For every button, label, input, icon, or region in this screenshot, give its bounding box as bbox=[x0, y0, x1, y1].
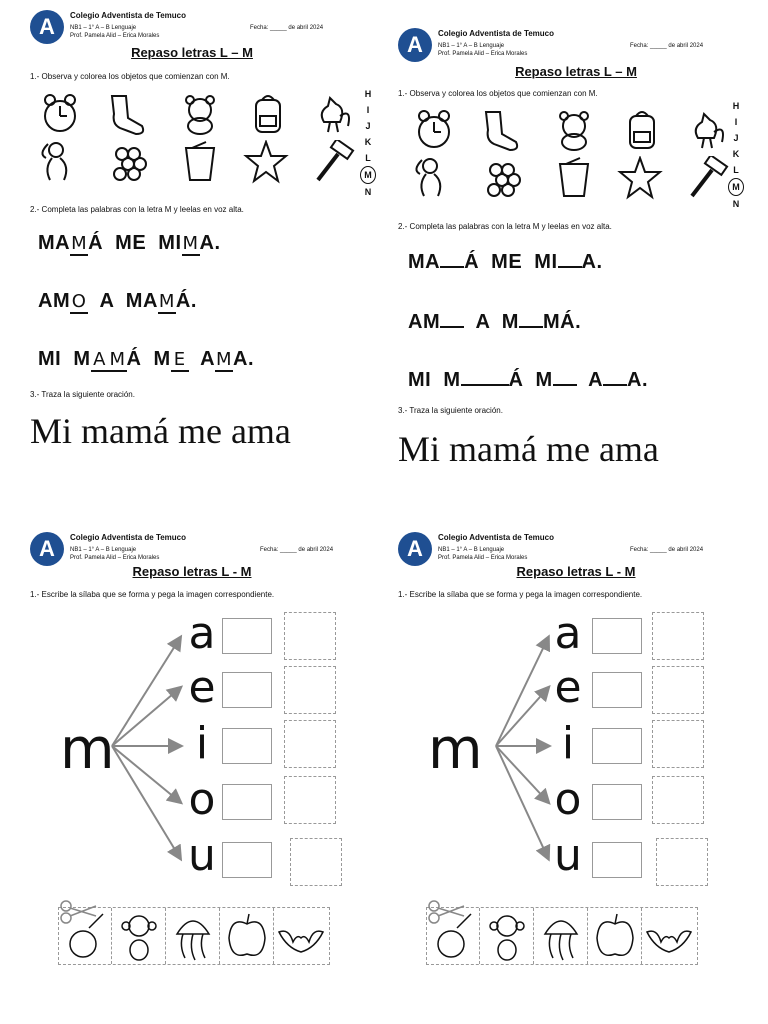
letter-h: H bbox=[732, 101, 740, 111]
starfish-icon bbox=[616, 156, 664, 200]
filled-blank: E bbox=[171, 349, 189, 372]
phrase-text: AM bbox=[38, 290, 71, 312]
pictures-grid bbox=[30, 88, 360, 188]
vowel-e: e bbox=[554, 662, 582, 713]
instruction-1: 1.- Escribe la sílaba que se forma y pega la imagen correspondiente. bbox=[398, 590, 643, 599]
syllable-box-mu[interactable] bbox=[222, 842, 272, 878]
consonant-m: m bbox=[60, 717, 115, 782]
filled-blank: M bbox=[182, 233, 199, 254]
teacher-label: Prof. Pamela Alid – Erica Morales bbox=[438, 555, 528, 561]
backpack-icon bbox=[618, 108, 666, 152]
jellyfish-icon[interactable] bbox=[167, 908, 220, 964]
phrase-text: Á M bbox=[508, 369, 553, 391]
phrase-text: A bbox=[576, 369, 604, 391]
syllable-box-mi[interactable] bbox=[222, 728, 272, 764]
instruction-1: 1.- Escribe la sílaba que se forma y pega la imagen correspondiente. bbox=[30, 590, 275, 599]
filled-blank: M bbox=[158, 291, 175, 312]
sock-icon bbox=[102, 92, 150, 136]
phrase-text: MÁ. bbox=[542, 311, 582, 333]
phrase-text: MI M bbox=[38, 348, 91, 370]
backpack-icon bbox=[244, 92, 292, 136]
syllable-box-mo[interactable] bbox=[222, 784, 272, 820]
phrase-text: A MA bbox=[88, 290, 158, 312]
school-name: Colegio Adventista de Temuco bbox=[70, 11, 187, 20]
syllable-box-mi[interactable] bbox=[592, 728, 642, 764]
worksheet-syllables-1 bbox=[0, 512, 384, 1024]
syllable-box-me[interactable] bbox=[222, 672, 272, 708]
phrase-text: Á M bbox=[126, 348, 171, 370]
phrase-text: Á ME MI bbox=[464, 251, 558, 273]
apple-icon[interactable] bbox=[589, 908, 642, 964]
letter-l: L bbox=[365, 153, 371, 163]
letter-n: N bbox=[732, 199, 740, 209]
letter-j: J bbox=[365, 121, 371, 131]
trace-sentence: Mi mamá me ama bbox=[398, 429, 659, 469]
date-field: Fecha: _____ de abril 2024 bbox=[630, 547, 704, 553]
letter-j: J bbox=[733, 133, 739, 143]
instruction-1: 1.- Observa y colorea los objetos que comienzan con M. bbox=[30, 72, 230, 81]
filled-blank: M bbox=[216, 349, 233, 370]
monkey-icon[interactable] bbox=[481, 908, 534, 964]
letter-k: K bbox=[364, 137, 372, 147]
phrase-text: MI M bbox=[408, 369, 461, 391]
worksheet-syllables-2 bbox=[384, 512, 768, 1024]
phrase-text: AM bbox=[408, 311, 441, 333]
instruction-2: 2.- Completa las palabras con la letra M y leelas en voz alta. bbox=[398, 222, 612, 231]
phrase-text: A. bbox=[233, 348, 255, 370]
worksheet-lm-filled bbox=[0, 0, 384, 512]
sock-icon bbox=[476, 108, 524, 152]
phrase-text: A. bbox=[199, 232, 221, 254]
letter-h: H bbox=[364, 89, 372, 99]
school-name: Colegio Adventista de Temuco bbox=[70, 533, 187, 542]
letter-i: I bbox=[734, 117, 738, 127]
syllable-box-me[interactable] bbox=[592, 672, 642, 708]
vowel-a: a bbox=[188, 608, 216, 659]
monkey-icon bbox=[36, 140, 84, 184]
teacher-label: Prof. Pamela Alid – Erica Morales bbox=[438, 51, 528, 57]
image-box-mi[interactable] bbox=[284, 720, 336, 768]
answer-blank[interactable] bbox=[519, 310, 543, 328]
letter-k: K bbox=[732, 149, 740, 159]
school-logo-icon: A bbox=[30, 532, 64, 566]
side-letters bbox=[728, 98, 744, 212]
phrase-line-2 bbox=[38, 290, 197, 314]
clock-icon bbox=[410, 108, 458, 152]
phrase-line-1 bbox=[408, 250, 603, 274]
syllable-box-ma[interactable] bbox=[222, 618, 272, 654]
page-title: Repaso letras L – M bbox=[131, 45, 253, 60]
grapes-icon bbox=[480, 156, 528, 200]
apple-icon[interactable] bbox=[221, 908, 274, 964]
page-title: Repaso letras L – M bbox=[515, 64, 637, 79]
teacher-label: Prof. Pamela Alid – Erica Morales bbox=[70, 555, 160, 561]
instruction-3: 3.- Traza la siguiente oración. bbox=[30, 390, 135, 399]
grapes-icon bbox=[106, 140, 154, 184]
image-box-mu[interactable] bbox=[656, 838, 708, 886]
vowel-u: u bbox=[188, 830, 216, 881]
image-box-me[interactable] bbox=[284, 666, 336, 714]
scissors-icon bbox=[58, 898, 100, 924]
teacher-label: Prof. Pamela Alid – Erica Morales bbox=[70, 33, 160, 39]
school-logo-icon: A bbox=[398, 532, 432, 566]
starfish-icon bbox=[242, 140, 290, 184]
clock-icon bbox=[36, 92, 84, 136]
bat-icon[interactable] bbox=[275, 908, 327, 964]
date-field: Fecha: _____ de abril 2024 bbox=[260, 547, 334, 553]
answer-blank[interactable] bbox=[461, 368, 485, 386]
date-field: Fecha: _____ de abril 2024 bbox=[630, 43, 704, 49]
course-label: NB1 – 1° A – B Lenguaje bbox=[438, 43, 505, 49]
phrase-line-3 bbox=[408, 368, 648, 392]
vowel-o: o bbox=[188, 774, 216, 825]
vowel-i: i bbox=[561, 718, 575, 769]
bucket-icon bbox=[176, 140, 224, 184]
answer-blank[interactable] bbox=[553, 368, 577, 386]
vowel-a: a bbox=[554, 608, 582, 659]
phrase-text: Á. bbox=[175, 290, 197, 312]
phrase-line-3 bbox=[38, 348, 254, 372]
worksheet-lm-blank bbox=[384, 0, 768, 512]
letter-m: M bbox=[360, 166, 376, 184]
answer-blank[interactable] bbox=[558, 250, 582, 268]
letter-l: L bbox=[733, 165, 739, 175]
answer-blank[interactable] bbox=[603, 368, 627, 386]
phrase-line-1 bbox=[38, 232, 221, 256]
bear-icon bbox=[550, 108, 598, 152]
bucket-icon bbox=[550, 156, 598, 200]
syllable-box-ma[interactable] bbox=[592, 618, 642, 654]
instruction-2: 2.- Completa las palabras con la letra M y leelas en voz alta. bbox=[30, 205, 244, 214]
image-box-mo[interactable] bbox=[652, 776, 704, 824]
image-box-mu[interactable] bbox=[290, 838, 342, 886]
filled-blank: A bbox=[91, 349, 109, 372]
jellyfish-icon[interactable] bbox=[535, 908, 588, 964]
image-box-mi[interactable] bbox=[652, 720, 704, 768]
page-title: Repaso letras L - M bbox=[132, 564, 252, 579]
school-name: Colegio Adventista de Temuco bbox=[438, 29, 555, 38]
bat-icon[interactable] bbox=[643, 908, 695, 964]
phrase-text: MA bbox=[408, 251, 441, 273]
answer-blank[interactable] bbox=[485, 368, 509, 386]
monkey-icon bbox=[410, 156, 458, 200]
filled-blank: M bbox=[109, 349, 126, 370]
phrase-line-2 bbox=[408, 310, 581, 334]
image-box-me[interactable] bbox=[652, 666, 704, 714]
phrase-text: Á ME MI bbox=[88, 232, 182, 254]
image-box-mo[interactable] bbox=[284, 776, 336, 824]
image-box-ma[interactable] bbox=[652, 612, 704, 660]
answer-blank[interactable] bbox=[440, 310, 464, 328]
phrase-text: A. bbox=[581, 251, 603, 273]
phrase-text: A. bbox=[627, 369, 649, 391]
answer-blank[interactable] bbox=[440, 250, 464, 268]
image-box-ma[interactable] bbox=[284, 612, 336, 660]
letter-i: I bbox=[366, 105, 370, 115]
vowel-u: u bbox=[554, 830, 582, 881]
course-label: NB1 – 1° A – B Lenguaje bbox=[438, 547, 505, 553]
school-logo-icon: A bbox=[398, 28, 432, 62]
vowel-i: i bbox=[195, 718, 209, 769]
instruction-1: 1.- Observa y colorea los objetos que comienzan con M. bbox=[398, 89, 598, 98]
consonant-m: m bbox=[428, 717, 483, 782]
phrase-text: A bbox=[188, 348, 216, 370]
instruction-3: 3.- Traza la siguiente oración. bbox=[398, 406, 503, 415]
phrase-text: MA bbox=[38, 232, 71, 254]
hammer-icon bbox=[682, 156, 730, 200]
filled-blank: O bbox=[71, 291, 87, 312]
vowel-e: e bbox=[188, 662, 216, 713]
pictures-grid bbox=[404, 104, 734, 204]
date-field: Fecha: _____ de abril 2024 bbox=[250, 25, 324, 31]
hammer-icon bbox=[308, 140, 356, 184]
trace-sentence: Mi mamá me ama bbox=[30, 411, 291, 451]
course-label: NB1 – 1° A – B Lenguaje bbox=[70, 25, 137, 31]
page-title: Repaso letras L - M bbox=[516, 564, 636, 579]
phrase-text: A M bbox=[464, 311, 519, 333]
letter-n: N bbox=[364, 187, 372, 197]
school-name: Colegio Adventista de Temuco bbox=[438, 533, 555, 542]
rooster-icon bbox=[308, 92, 356, 136]
syllable-box-mu[interactable] bbox=[592, 842, 642, 878]
school-logo-icon: A bbox=[30, 10, 64, 44]
bear-icon bbox=[176, 92, 224, 136]
syllable-box-mo[interactable] bbox=[592, 784, 642, 820]
filled-blank: M bbox=[71, 233, 88, 254]
letter-m: M bbox=[728, 178, 744, 196]
vowel-o: o bbox=[554, 774, 582, 825]
course-label: NB1 – 1° A – B Lenguaje bbox=[70, 547, 137, 553]
monkey-icon[interactable] bbox=[113, 908, 166, 964]
scissors-icon bbox=[426, 898, 468, 924]
rooster-icon bbox=[682, 108, 730, 152]
side-letters bbox=[360, 86, 376, 200]
